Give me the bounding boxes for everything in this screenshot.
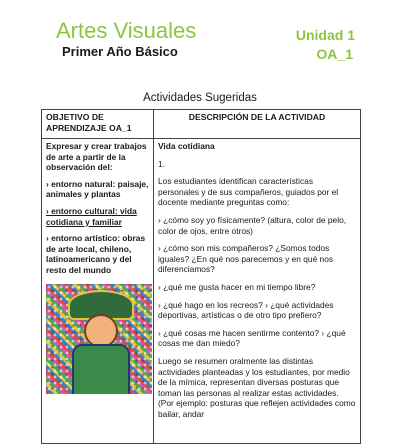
question-recess: › ¿qué hago en los recreos? › ¿qué actividades deportivas, artísticas o de otro tipo prefiero?: [158, 299, 334, 321]
document-subtitle: Primer Año Básico: [62, 44, 178, 59]
description-cell: [154, 139, 361, 444]
activity-summary: Luego se resumen oralmente las distintas actividades planteadas y los estudiantes, por medio de la mímica, representan diversas posturas que toman las personas al realizar estas actividades. (Por ejemplo: posturas que reflejen actividades como bailar, andar: [158, 355, 356, 419]
objective-artistic: › entorno artístico: obras de arte local, chileno, latinoamericano y del resto del mundo: [46, 233, 146, 275]
objective-header: OBJETIVO DE APRENDIZAJE OA_1: [42, 110, 154, 139]
artwork-body: [72, 344, 130, 394]
objective-natural: › entorno natural: paisaje, animales y plantas: [46, 178, 149, 200]
activity-number: 1.: [158, 158, 165, 169]
section-title: Actividades Sugeridas: [143, 92, 257, 104]
activities-table: [41, 109, 361, 444]
activity-title: Vida cotidiana: [158, 141, 215, 151]
description-header: DESCRIPCIÓN DE LA ACTIVIDAD: [154, 110, 361, 139]
table-row: [42, 139, 361, 444]
table-header-row: [42, 110, 361, 139]
objective-cultural: › entorno cultural: vida cotidiana y familiar: [46, 205, 137, 227]
objective-intro: Expresar y crear trabajos de arte a partir de la observación del:: [46, 141, 147, 173]
question-feelings: › ¿qué cosas me hacen sentirme contento? › ¿qué cosas me dan miedo?: [158, 327, 346, 349]
objective-cell: [42, 139, 154, 444]
artwork-image: [46, 284, 152, 394]
document-title: Artes Visuales: [56, 18, 197, 43]
artwork-face: [84, 314, 118, 348]
oa-label: OA_1: [316, 46, 353, 62]
activity-paragraph: Los estudiantes identifican características personales y de sus compañeros, guiados por el docente mediante preguntas como:: [158, 176, 339, 208]
question-free-time: › ¿qué me gusta hacer en mi tiempo libre?: [158, 281, 316, 292]
question-classmates: › ¿cómo son mis compañeros? ¿Somos todos iguales? ¿En qué nos parecemos y en qué nos diferenciamos?: [158, 243, 334, 275]
question-physical: › ¿cómo soy yo físicamente? (altura, color de pelo, color de ojos, entre otros): [158, 214, 347, 236]
unit-label: Unidad 1: [295, 27, 355, 43]
